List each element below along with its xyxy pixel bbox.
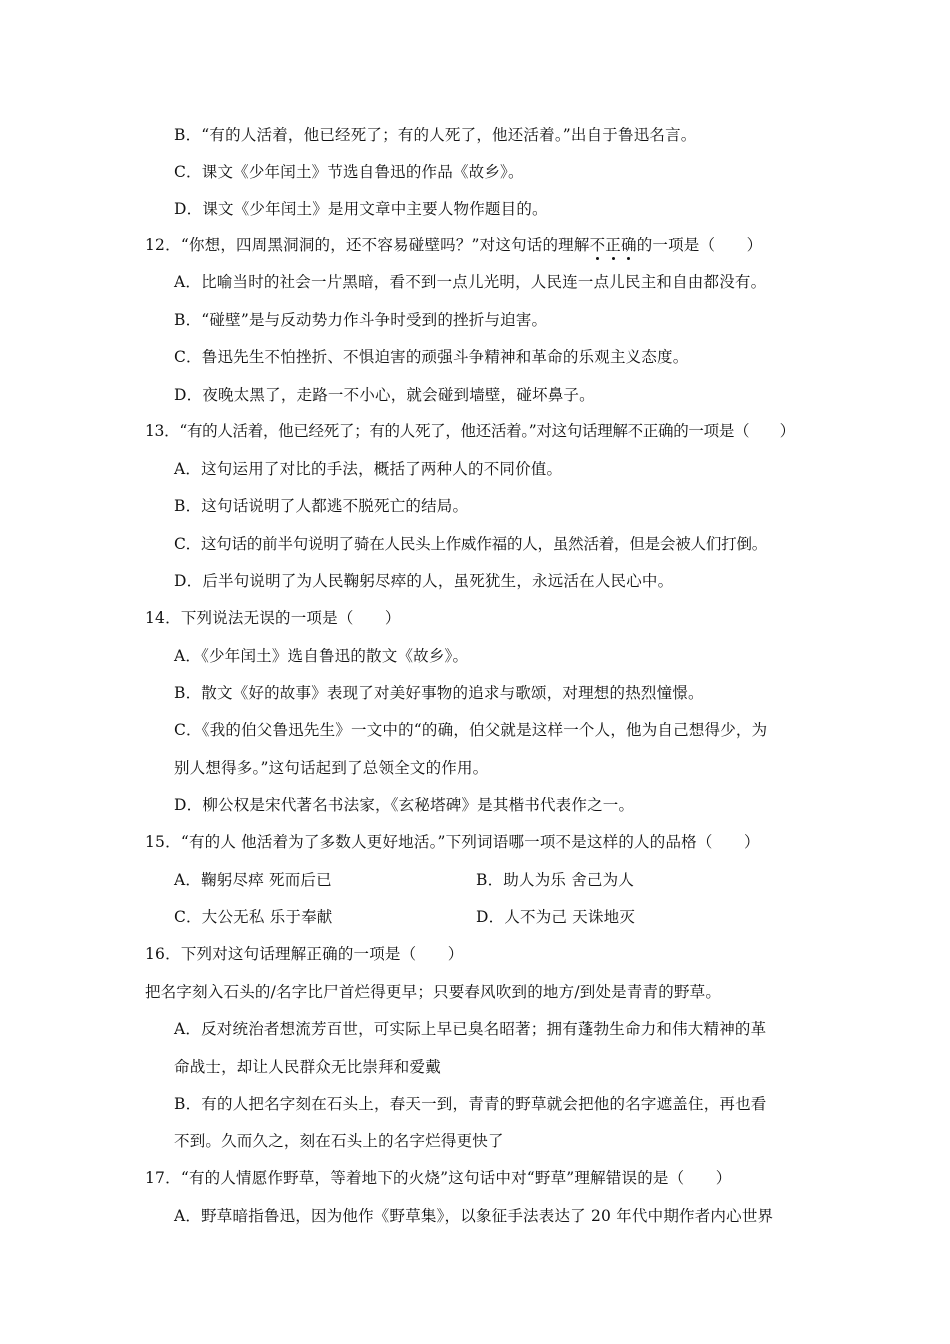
q11-option-c: C．课文《少年闰土》节选自鲁迅的作品《故乡》。 (174, 163, 524, 181)
q16-option-b-continued: 不到。久而久之，刻在石头上的名字烂得更快了 (174, 1132, 504, 1150)
q11-option-b: B．“有的人活着，他已经死了；有的人死了，他还活着。”出自于鲁迅名言。 (174, 126, 697, 144)
q14-option-d: D．柳公权是宋代著名书法家，《玄秘塔碑》是其楷书代表作之一。 (174, 796, 635, 814)
q15-stem: 15．“有的人 他活着为了多数人更好地活。”下列词语哪一项不是这样的人的品格（ ） (145, 833, 760, 851)
q11-option-d: D．课文《少年闰土》是用文章中主要人物作题目的。 (174, 200, 548, 218)
q12-option-b: B．“碰壁”是与反动势力作斗争时受到的挫折与迫害。 (174, 311, 548, 329)
q14-option-a: A．《少年闰土》选自鲁迅的散文《故乡》。 (174, 647, 469, 665)
q15-option-c: C．大公无私 乐于奉献 (174, 908, 333, 926)
q14-stem: 14．下列说法无误的一项是（ ） (145, 609, 401, 627)
q13-option-b: B．这句话说明了人都逃不脱死亡的结局。 (174, 497, 469, 515)
q14-option-c: C．《我的伯父鲁迅先生》一文中的“的确，伯父就是这样一个人，他为自己想得少，为 (174, 721, 768, 739)
q13-option-c: C．这句话的前半句说明了骑在人民头上作威作福的人，虽然活着，但是会被人们打倒。 (174, 535, 768, 553)
q13-stem: 13．“有的人活着，他已经死了；有的人死了，他还活着。”对这句话理解不正确的一项是（ ） (145, 422, 795, 440)
q16-stem: 16．下列对这句话理解正确的一项是（ ） (145, 945, 464, 963)
q16-quoted-poem: 把名字刻入石头的/名字比尸首烂得更早；只要春风吹到的地方/到处是青青的野草。 (145, 983, 722, 1001)
q12-stem-start: 12．“你想，四周黑洞洞的，还不容易碰壁吗？”对这句话的理解 (145, 236, 590, 254)
q12-stem-end: 的一项是（ ） (636, 236, 763, 254)
q12-option-a: A．比喻当时的社会一片黑暗，看不到一点儿光明，人民连一点儿民主和自由都没有。 (174, 273, 767, 291)
q15-option-d: D．人不为己 天诛地灭 (476, 908, 636, 926)
q17-stem: 17．“有的人情愿作野草，等着地下的火烧”这句话中对“野草”理解错误的是（ ） (145, 1169, 732, 1187)
q16-option-a-continued: 命战士，却让人民群众无比崇拜和爱戴 (174, 1058, 441, 1076)
q14-option-b: B．散文《好的故事》表现了对美好事物的追求与歌颂，对理想的热烈憧憬。 (174, 684, 704, 702)
q12-option-c: C．鲁迅先生不怕挫折、不惧迫害的顽强斗争精神和革命的乐观主义态度。 (174, 348, 689, 366)
q16-option-a: A．反对统治者想流芳百世，可实际上早已臭名昭著；拥有蓬勃生命力和伟大精神的革 (174, 1020, 767, 1038)
emphasis-dot-char: 确 (620, 236, 637, 254)
emphasis-dot-char: 不 (589, 236, 606, 254)
q13-option-d: D．后半句说明了为人民鞠躬尽瘁的人，虽死犹生，永远活在人民心中。 (174, 572, 674, 590)
q15-option-a: A．鞠躬尽瘁 死而后已 (174, 871, 332, 889)
emphasis-dot-char: 正 (605, 236, 621, 254)
q12-stem (145, 235, 762, 255)
q12-option-d: D．夜晚太黑了，走路一不小心，就会碰到墙壁，碰坏鼻子。 (174, 386, 595, 404)
q14-option-c-continued: 别人想得多。”这句话起到了总领全文的作用。 (174, 759, 489, 777)
q13-option-a: A．这句运用了对比的手法，概括了两种人的不同价值。 (174, 460, 563, 478)
q15-option-b: B．助人为乐 舍己为人 (476, 871, 635, 889)
q12-emphasis-not-correct (590, 236, 637, 254)
q17-option-a: A．野草暗指鲁迅，因为他作《野草集》，以象征手法表达了 20 年代中期作者内心世界 (174, 1207, 774, 1225)
q16-option-b: B．有的人把名字刻在石头上，春天一到，青青的野草就会把他的名字遮盖住，再也看 (174, 1095, 767, 1113)
